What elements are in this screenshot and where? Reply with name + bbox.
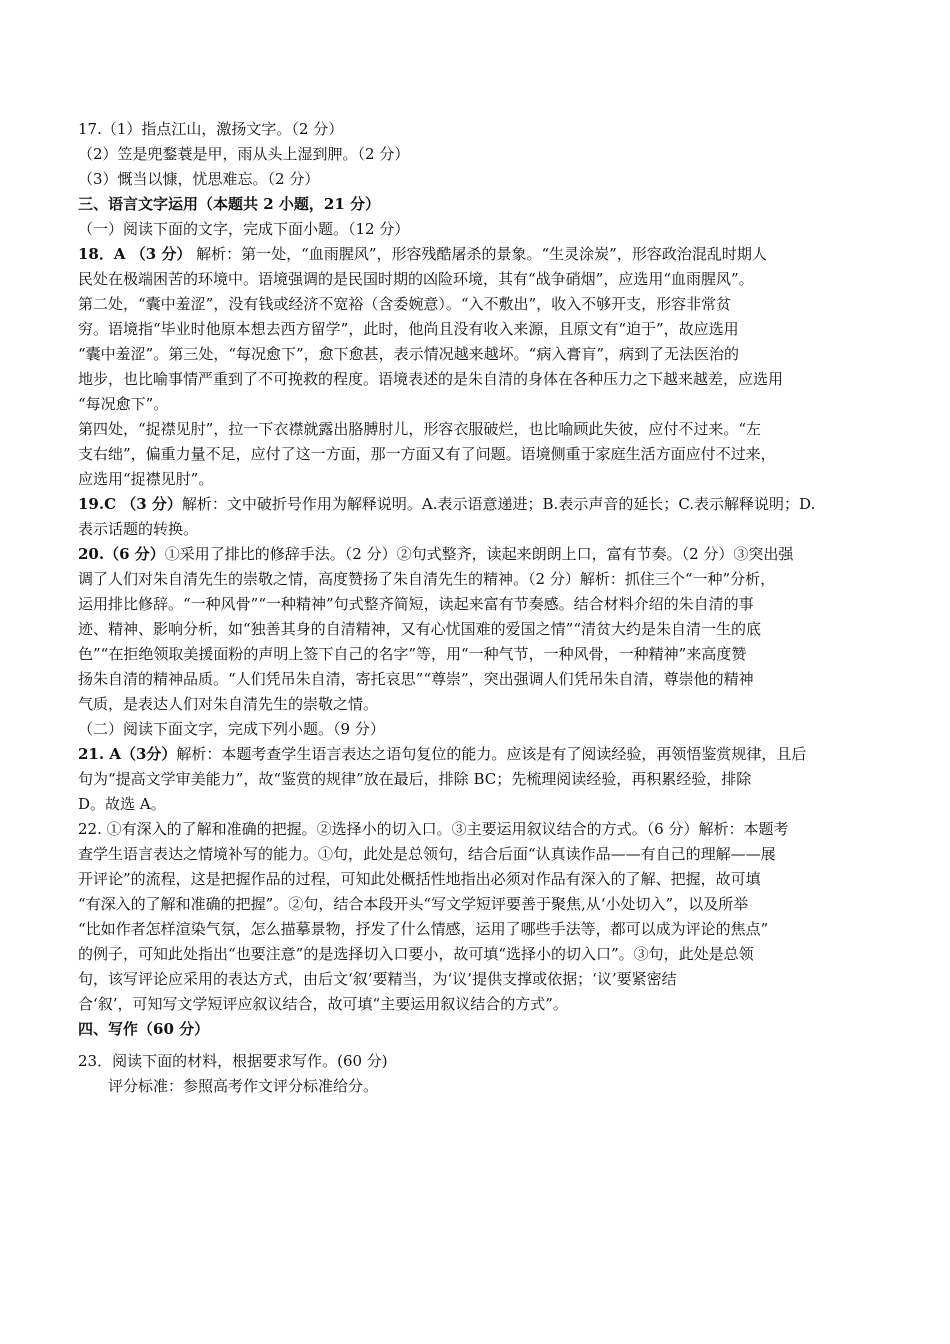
text-line: “有深入的了解和准确的把握”。②句，结合本段开头“写文学短评要善于聚焦,从‘小处切入”，以及所举 xyxy=(78,895,749,913)
answer-label: 21. A（3分） xyxy=(78,745,177,763)
text-line: 评分标准：参照高考作文评分标准给分。 xyxy=(108,1077,379,1095)
text-line: 运用排比修辞。“一种风骨”“一种精神”句式整齐简短，读起来富有节奏感。结合材料介绍的朱自清的事 xyxy=(78,595,754,613)
text-line: 色”“在拒绝领取美援面粉的声明上签下自己的名字”等，用“一种气节，一种风骨，一种精神”来高度赞 xyxy=(78,645,747,663)
text-line: 地步，也比喻事情严重到了不可挽救的程度。语境表述的是朱自清的身体在各种压力之下越来越差，应选用 xyxy=(78,370,784,388)
answer-label: 19.C （3 分） xyxy=(78,495,182,513)
text-line: 表示话题的转换。 xyxy=(78,520,199,538)
text-line: 17.（1）指点江山，激扬文字。（2 分） xyxy=(78,120,344,138)
answer-label: 20.（6 分） xyxy=(78,545,165,563)
text-line: “囊中羞涩”。第三处，“每况愈下”，愈下愈甚，表示情况越来越坏。“病入膏肓”，病到了无法医治的 xyxy=(78,345,740,363)
text-line: 句，该写评论应采用的表达方式，由后文‘叙’要精当，为‘议’提供支撑或依据；‘议’要紧密结 xyxy=(78,970,677,988)
text-line: 查学生语言表达之情境补写的能力。①句，此处是总领句，结合后面“认真读作品——有自己的理解——展 xyxy=(78,845,776,863)
text-line: （3）慨当以慷，忧思难忘。（2 分） xyxy=(78,170,320,188)
text-line xyxy=(78,493,815,515)
text-line: D。故选 A。 xyxy=(78,795,166,813)
answer-text: ①采用了排比的修辞手法。（2 分）②句式整齐，读起来朗朗上口，富有节奏。（2 分）③突出强 xyxy=(164,545,794,563)
text-line: 第二处，“囊中羞涩”，没有钱或经济不宽裕（含委婉意）。“入不敷出”，收入不够开支，形容非常贫 xyxy=(78,295,732,313)
text-line: 迹、精神、影响分析，如“独善其身的自清精神，又有心忧国难的爱国之情”“清贫大约是朱自清一生的底 xyxy=(78,620,762,638)
text-line xyxy=(78,543,793,565)
text-line: 第四处，“捉襟见肘”，拉一下衣襟就露出胳膊肘儿，形容衣服破烂，也比喻顾此失彼，应付不过来。“左 xyxy=(78,420,762,438)
text-line xyxy=(78,243,767,265)
text-line: 的例子，可知此处指出“也要注意”的是选择切入口要小，故可填“选择小的切入口”。③句，此处是总领 xyxy=(78,945,754,963)
text-line: 22. ①有深入的了解和准确的把握。②选择小的切入口。③主要运用叙议结合的方式。（6 分）解析：本题考 xyxy=(78,820,789,838)
text-line: 支右绌”，偏重力量不足，应付了这一方面，那一方面又有了问题。语境侧重于家庭生活方面应付不过来， xyxy=(78,445,776,463)
text-line: 开评论”的流程，这是把握作品的过程，可知此处概括性地指出必须对作品有深入的了解、把握，故可填 xyxy=(78,870,761,888)
text-line: 气质，是表达人们对朱自清先生的崇敬之情。 xyxy=(78,695,379,713)
text-line: 合‘叙’，可知写文学短评应叙议结合，故可填“主要运用叙议结合的方式”。 xyxy=(78,995,568,1013)
answer-text: 解析：本题考查学生语言表达之语句复位的能力。应该是有了阅读经验，再领悟鉴赏规律，且后 xyxy=(176,745,807,763)
text-line xyxy=(78,743,806,765)
text-line: 应选用“捉襟见肘”。 xyxy=(78,470,214,488)
text-line: （一）阅读下面的文字，完成下面小题。（12 分） xyxy=(78,220,410,238)
text-line: 民处在极端困苦的环境中。语境强调的是民国时期的凶险环境，其有“战争硝烟”，应选用“血雨腥风”。 xyxy=(78,270,754,288)
text-line: 调了人们对朱自清先生的崇敬之情，高度赞扬了朱自清先生的精神。（2 分）解析：抓住三个“一种”分析， xyxy=(78,570,776,588)
text-line: “每况愈下”。 xyxy=(78,395,169,413)
text-line: 穷。语境指“毕业时他原本想去西方留学”，此时，他尚且没有收入来源，且原文有“迫于”，故应选用 xyxy=(78,320,739,338)
answer-label: 18．A （3 分） xyxy=(78,245,192,263)
text-line: 四、写作（60 分） xyxy=(78,1020,210,1038)
text-line: （二）阅读下面文字，完成下列小题。（9 分） xyxy=(78,720,385,738)
text-line: “比如作者怎样渲染气氛，怎么描摹景物，抒发了什么情感，运用了哪些手法等，都可以成为评论的焦点” xyxy=(78,920,769,938)
text-line: （2）笠是兜鍪蓑是甲，雨从头上湿到胛。（2 分） xyxy=(78,145,410,163)
text-line: 句为“提高文学审美能力”，故“鉴赏的规律”放在最后，排除 BC；先梳理阅读经验，再积累经验，排除 xyxy=(78,770,752,788)
text-line: 三、语言文字运用（本题共 2 小题，21 分） xyxy=(78,195,380,213)
answer-text: 解析：文中破折号作用为解释说明。A.表示语意递进；B.表示声音的延长；C.表示解释说明；D. xyxy=(181,495,816,513)
answer-text: 解析：第一处，“血雨腥风”，形容残酷屠杀的景象。“生灵涂炭”，形容政治混乱时期人 xyxy=(191,245,767,263)
text-line: 23．阅读下面的材料，根据要求写作。(60 分) xyxy=(78,1052,388,1070)
text-line: 扬朱自清的精神品质。“人们凭吊朱自清，寄托哀思”“尊崇”，突出强调人们凭吊朱自清，尊崇他的精神 xyxy=(78,670,754,688)
